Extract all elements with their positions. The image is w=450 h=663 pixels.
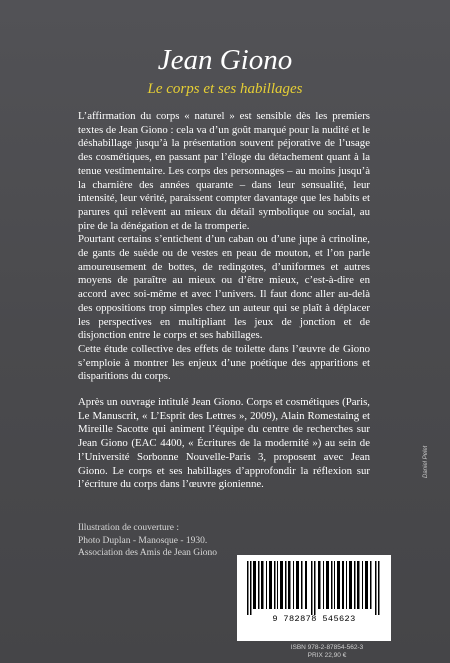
credit-line-3: Association des Amis de Jean Giono (78, 548, 218, 559)
book-subtitle: Le corps et ses habillages (147, 81, 303, 97)
barcode-icon (245, 561, 383, 615)
blurb (78, 110, 370, 492)
credit-line-1: Illustration de couverture : (78, 523, 180, 533)
blurb-paragraph-3: Cette étude collective des effets de toilette dans l’œuvre de Giono s’emploie à montrer les enjeux d’une poétique des apparitions et disparitions du corps. (78, 342, 370, 383)
isbn-number: ISBN 978-2-87854-562-3 (290, 644, 364, 651)
blurb-paragraph-4: Après un ouvrage intitulé Jean Giono. Corps et cosmétiques (Paris, Le Manuscrit, « L’Esprit des Lettres », 2009), Alain Romestaing et Mireille Sacotte qui animent l’équipe du centre de recherches sur Jean Giono (EAC 4400, « Écritures de la modernité ») au sein de l’Université Sorbonne Nouvelle-Paris 3, proposent avec Jean Giono. Le corps et ses habillages d’approfondir la réflexion sur l’écriture du corps dans l’œuvre gionienne. (78, 396, 370, 491)
barcode-digits: 9 782878 545623 (272, 614, 356, 624)
credit-line-2: Photo Duplan - Manosque - 1930. (78, 535, 208, 546)
blurb-paragraph-2: Pourtant certains s’entichent d’un caban ou d’une jupe à crinoline, de gants de suède ou de vestes en peau de mouton, et l’on parle amoureusement de bottes, de redingotes, d’uniformes et autres moyens de paraître au mieux ou d’être mieux, c’est-à-dire en accord avec soi-même et avec l’univers. Il faut donc aller au-delà des oppositions trop simples chez un auteur qui se plaît à déplacer les perspectives en multipliant les jeux de jonction et de disjonction entre le corps et ses habillages. (78, 233, 370, 342)
book-title: Jean Giono (157, 44, 293, 76)
designer-signature: Daniel Pelet (423, 445, 429, 478)
price-label: PRIX 22,90 € (307, 652, 347, 659)
blurb-paragraph-1: L’affirmation du corps « naturel » est sensible dès les premiers textes de Jean Giono : cela va d’un goût marqué pour la nudité et le déshabillage jusqu’à la présentation souvent péjorative de l’usage des cosmétiques, en passant par l’éloge du détachement quant à la tenue vestimentaire. Les corps des personnages – au moins jusqu’à la charnière des années quarante – dans leur sensualité, leur intensité, leur vérité, paraissent compter davantage que les habits et parures qui relèvent au mieux du détail symbolique ou social, au pire de la dénégation et de la tromperie. (78, 110, 370, 232)
barcode-label (237, 555, 391, 641)
